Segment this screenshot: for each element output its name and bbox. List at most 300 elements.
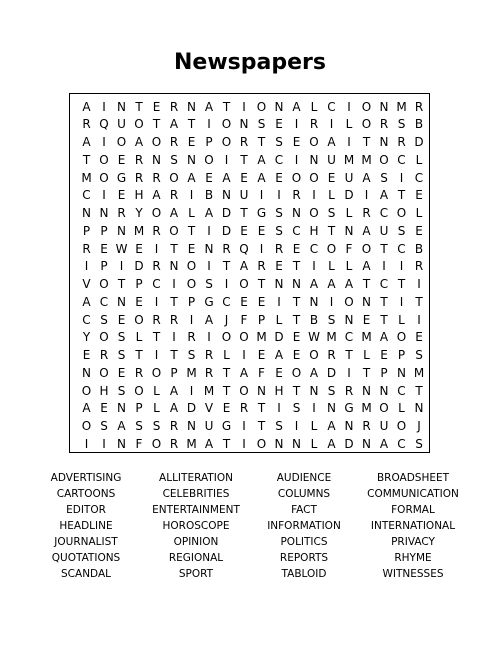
grid-letter[interactable]: A [204,99,214,114]
grid-letter[interactable]: I [312,259,316,274]
grid-letter[interactable]: R [327,348,336,362]
grid-letter[interactable]: I [312,188,316,203]
grid-letter[interactable]: R [152,170,161,185]
grid-letter[interactable]: R [134,152,144,167]
grid-letter[interactable]: E [222,401,231,416]
grid-letter[interactable]: T [397,277,406,291]
grid-letter[interactable]: E [257,223,266,238]
grid-letter[interactable]: E [117,365,126,380]
grid-letter[interactable]: O [256,436,267,451]
grid-letter[interactable]: N [397,365,406,380]
grid-letter[interactable]: F [135,436,143,451]
grid-letter[interactable]: T [222,259,231,274]
grid-letter[interactable]: T [152,330,161,345]
grid-letter[interactable]: D [326,365,337,380]
grid-letter[interactable]: L [275,312,283,327]
grid-letter[interactable]: A [309,277,319,291]
grid-letter[interactable]: T [240,206,248,220]
grid-letter[interactable]: I [417,312,421,327]
grid-letter[interactable]: M [133,223,145,238]
grid-letter[interactable]: I [119,259,124,274]
grid-letter[interactable]: N [274,436,284,451]
grid-letter[interactable]: T [415,294,423,309]
grid-letter[interactable]: E [362,312,371,327]
grid-letter[interactable]: N [117,401,126,416]
grid-letter[interactable]: M [326,330,337,345]
grid-letter[interactable]: O [134,312,144,327]
grid-letter[interactable]: I [102,188,106,203]
grid-letter[interactable]: S [327,383,336,398]
grid-letter[interactable]: I [189,312,194,327]
grid-letter[interactable]: R [309,117,319,132]
grid-letter[interactable]: E [257,294,266,309]
grid-letter[interactable]: A [257,152,266,167]
grid-letter[interactable]: N [309,383,319,398]
grid-letter[interactable]: A [327,419,336,433]
grid-letter[interactable]: I [207,223,211,238]
grid-letter[interactable]: T [397,188,406,203]
grid-letter[interactable]: E [117,312,126,327]
grid-letter[interactable]: I [242,419,246,433]
grid-letter[interactable]: A [257,170,266,185]
grid-letter[interactable]: J [224,312,229,327]
grid-letter[interactable]: A [379,188,389,203]
grid-letter[interactable]: G [256,206,267,220]
grid-letter[interactable]: I [172,277,176,291]
grid-letter[interactable]: I [417,277,421,291]
grid-letter[interactable]: C [152,277,161,291]
grid-letter[interactable]: E [275,365,283,380]
grid-letter[interactable]: C [274,152,284,167]
grid-letter[interactable]: L [328,188,335,203]
grid-letter[interactable]: N [274,99,284,114]
grid-letter[interactable]: R [169,419,179,433]
grid-letter[interactable]: N [257,383,266,398]
grid-letter[interactable]: H [274,383,284,398]
grid-letter[interactable]: A [204,436,214,451]
grid-letter[interactable]: I [224,152,229,167]
grid-letter[interactable]: A [274,348,284,362]
grid-letter[interactable]: L [415,206,423,220]
grid-letter[interactable]: U [344,170,354,185]
grid-letter[interactable]: U [117,117,126,132]
grid-letter[interactable]: R [362,419,371,433]
grid-letter[interactable]: L [328,259,335,274]
grid-letter[interactable]: G [204,294,214,309]
grid-letter[interactable]: S [187,348,196,362]
grid-letter[interactable]: I [224,277,229,291]
grid-letter[interactable]: T [222,365,231,380]
grid-letter[interactable]: D [221,206,232,220]
grid-letter[interactable]: E [292,241,301,256]
grid-letter[interactable]: S [117,330,126,345]
grid-letter[interactable]: O [396,330,407,345]
grid-letter[interactable]: C [397,241,406,256]
grid-letter[interactable]: A [327,277,336,291]
grid-letter[interactable]: N [239,117,249,132]
grid-letter[interactable]: O [309,206,319,220]
grid-letter[interactable]: I [364,188,369,203]
grid-letter[interactable]: M [81,170,92,185]
grid-letter[interactable]: S [415,348,423,362]
grid-letter[interactable]: P [170,365,178,380]
grid-letter[interactable]: I [399,294,404,309]
grid-letter[interactable]: I [399,259,404,274]
grid-letter[interactable]: M [413,365,425,380]
grid-letter[interactable]: N [292,277,301,291]
grid-letter[interactable]: O [151,206,162,220]
grid-letter[interactable]: O [81,383,92,398]
grid-letter[interactable]: A [327,135,336,149]
grid-letter[interactable]: S [170,152,178,167]
grid-letter[interactable]: E [152,99,161,114]
grid-letter[interactable]: C [397,383,406,398]
grid-letter[interactable]: G [221,419,232,433]
grid-letter[interactable]: I [382,259,386,274]
grid-letter[interactable]: I [399,170,404,185]
grid-letter[interactable]: N [222,188,231,203]
grid-letter[interactable]: I [259,188,264,203]
grid-letter[interactable]: O [134,383,144,398]
grid-letter[interactable]: L [345,259,353,274]
grid-letter[interactable]: I [207,330,211,345]
grid-letter[interactable]: T [380,241,388,256]
grid-letter[interactable]: I [347,99,351,114]
grid-letter[interactable]: L [363,348,370,362]
grid-letter[interactable]: R [169,436,179,451]
grid-letter[interactable]: G [344,401,354,416]
grid-letter[interactable]: R [82,241,91,256]
grid-letter[interactable]: C [99,294,109,309]
grid-letter[interactable]: O [116,135,127,149]
grid-letter[interactable]: C [82,312,91,327]
grid-letter[interactable]: E [292,135,301,149]
grid-letter[interactable]: E [275,259,283,274]
grid-letter[interactable]: C [379,277,389,291]
grid-letter[interactable]: O [291,170,302,185]
grid-letter[interactable]: E [187,241,196,256]
grid-letter[interactable]: P [380,365,388,380]
grid-letter[interactable]: S [152,419,161,433]
grid-letter[interactable]: A [362,170,371,185]
grid-letter[interactable]: A [239,365,249,380]
grid-letter[interactable]: A [222,170,231,185]
grid-letter[interactable]: A [82,99,91,114]
grid-letter[interactable]: H [134,188,144,203]
grid-letter[interactable]: A [204,312,214,327]
grid-letter[interactable]: O [291,365,302,380]
grid-letter[interactable]: T [292,312,301,327]
grid-letter[interactable]: I [102,436,106,451]
grid-letter[interactable]: T [380,312,388,327]
grid-letter[interactable]: N [152,152,161,167]
grid-letter[interactable]: I [207,259,211,274]
grid-letter[interactable]: L [188,206,195,220]
grid-letter[interactable]: E [135,241,143,256]
grid-letter[interactable]: A [239,259,249,274]
grid-letter[interactable]: T [327,223,336,238]
grid-letter[interactable]: F [258,365,265,380]
grid-letter[interactable]: M [361,152,372,167]
grid-letter[interactable]: C [222,294,231,309]
grid-letter[interactable]: R [169,312,179,327]
grid-letter[interactable]: I [312,401,316,416]
grid-letter[interactable]: O [396,206,407,220]
grid-letter[interactable]: P [257,312,266,327]
grid-letter[interactable]: M [256,330,267,345]
grid-letter[interactable]: N [362,383,371,398]
grid-letter[interactable]: E [275,117,283,132]
grid-letter[interactable]: L [345,117,353,132]
grid-letter[interactable]: A [169,117,179,132]
grid-letter[interactable]: A [309,365,319,380]
grid-letter[interactable]: A [82,135,91,149]
grid-letter[interactable]: N [379,383,389,398]
grid-letter[interactable]: U [379,223,389,238]
grid-letter[interactable]: C [292,223,301,238]
grid-letter[interactable]: T [257,419,266,433]
grid-letter[interactable]: I [172,330,176,345]
grid-letter[interactable]: O [169,223,179,238]
grid-letter[interactable]: I [102,135,106,149]
grid-letter[interactable]: N [344,223,354,238]
grid-letter[interactable]: O [99,170,109,185]
grid-letter[interactable]: S [257,117,266,132]
grid-letter[interactable]: D [344,188,354,203]
grid-letter[interactable]: U [379,419,389,433]
grid-letter[interactable]: O [361,117,372,132]
grid-letter[interactable]: T [362,277,371,291]
grid-letter[interactable]: R [397,135,406,149]
grid-letter[interactable]: R [274,241,284,256]
grid-letter[interactable]: N [82,206,91,220]
grid-letter[interactable]: N [117,223,126,238]
grid-letter[interactable]: U [327,152,336,167]
grid-letter[interactable]: I [242,436,246,451]
grid-letter[interactable]: T [222,383,231,398]
grid-letter[interactable]: L [153,383,160,398]
grid-letter[interactable]: I [154,241,159,256]
grid-letter[interactable]: C [414,170,424,185]
grid-letter[interactable]: I [154,294,159,309]
grid-letter[interactable]: R [204,348,214,362]
grid-letter[interactable]: T [380,294,388,309]
grid-letter[interactable]: I [242,348,246,362]
grid-letter[interactable]: S [415,436,423,451]
grid-letter[interactable]: O [221,117,232,132]
grid-letter[interactable]: E [275,170,283,185]
grid-letter[interactable]: E [415,223,423,238]
grid-letter[interactable]: N [169,259,179,274]
grid-letter[interactable]: T [415,383,423,398]
grid-letter[interactable]: T [170,348,178,362]
grid-letter[interactable]: I [102,99,106,114]
grid-letter[interactable]: O [221,135,232,149]
grid-letter[interactable]: R [379,117,389,132]
grid-letter[interactable]: A [169,206,179,220]
grid-letter[interactable]: O [151,135,162,149]
grid-letter[interactable]: C [309,241,319,256]
grid-letter[interactable]: R [204,365,214,380]
grid-letter[interactable]: Y [135,206,143,220]
grid-letter[interactable]: T [135,348,143,362]
grid-letter[interactable]: O [379,152,389,167]
grid-letter[interactable]: O [99,330,109,345]
grid-letter[interactable]: I [277,401,281,416]
grid-letter[interactable]: P [100,259,108,274]
grid-letter[interactable]: I [189,383,194,398]
grid-letter[interactable]: S [275,419,283,433]
grid-letter[interactable]: S [397,223,406,238]
grid-letter[interactable]: R [362,206,371,220]
grid-letter[interactable]: A [169,401,179,416]
grid-letter[interactable]: T [187,117,196,132]
grid-letter[interactable]: A [379,330,389,345]
grid-letter[interactable]: T [362,365,371,380]
grid-letter[interactable]: E [100,401,108,416]
grid-letter[interactable]: R [414,99,424,114]
grid-letter[interactable]: T [257,401,266,416]
grid-letter[interactable]: I [347,135,351,149]
grid-letter[interactable]: E [240,294,248,309]
grid-letter[interactable]: E [135,294,143,309]
grid-letter[interactable]: L [310,436,318,451]
grid-letter[interactable]: N [414,401,424,416]
grid-letter[interactable]: N [117,294,126,309]
grid-letter[interactable]: D [186,401,197,416]
grid-letter[interactable]: B [309,312,319,327]
grid-letter[interactable]: V [82,277,91,291]
grid-letter[interactable]: N [204,241,214,256]
grid-letter[interactable]: I [329,294,334,309]
grid-letter[interactable]: R [169,99,179,114]
grid-letter[interactable]: A [152,188,161,203]
grid-letter[interactable]: T [170,241,178,256]
grid-letter[interactable]: O [99,152,109,167]
grid-letter[interactable]: S [117,348,126,362]
grid-letter[interactable]: O [309,348,319,362]
grid-letter[interactable]: N [344,419,354,433]
grid-letter[interactable]: E [380,348,388,362]
grid-letter[interactable]: R [239,135,249,149]
grid-letter[interactable]: I [259,241,264,256]
grid-letter[interactable]: E [205,170,213,185]
grid-letter[interactable]: M [396,99,407,114]
grid-letter[interactable]: N [117,436,126,451]
grid-letter[interactable]: E [415,330,423,345]
grid-letter[interactable]: N [309,152,319,167]
grid-letter[interactable]: O [379,401,389,416]
grid-letter[interactable]: Q [239,241,249,256]
grid-letter[interactable]: E [415,188,423,203]
grid-letter[interactable]: S [380,170,388,185]
grid-letter[interactable]: I [294,419,299,433]
grid-letter[interactable]: P [135,277,143,291]
grid-letter[interactable]: O [169,170,179,185]
grid-letter[interactable]: C [397,436,406,451]
grid-letter[interactable]: O [186,277,197,291]
grid-letter[interactable]: L [345,206,353,220]
grid-letter[interactable]: M [343,152,355,167]
grid-letter[interactable]: T [187,223,196,238]
grid-letter[interactable]: R [187,330,196,345]
grid-letter[interactable]: E [187,135,196,149]
grid-letter[interactable]: S [292,401,301,416]
grid-letter[interactable]: L [310,99,318,114]
grid-letter[interactable]: O [256,99,267,114]
grid-letter[interactable]: I [277,294,281,309]
grid-letter[interactable]: V [204,401,214,416]
grid-letter[interactable]: T [82,152,91,167]
grid-letter[interactable]: R [152,312,161,327]
grid-letter[interactable]: P [187,294,196,309]
grid-letter[interactable]: A [292,99,301,114]
grid-letter[interactable]: B [414,241,424,256]
grid-letter[interactable]: M [361,330,372,345]
grid-letter[interactable]: A [362,259,371,274]
grid-letter[interactable]: O [151,436,162,451]
grid-letter[interactable]: A [362,223,371,238]
grid-letter[interactable]: E [117,188,126,203]
grid-letter[interactable]: I [189,188,194,203]
grid-letter[interactable]: P [82,223,91,238]
grid-letter[interactable]: N [187,152,196,167]
grid-letter[interactable]: O [81,419,92,433]
grid-letter[interactable]: M [203,383,215,398]
grid-letter[interactable]: N [187,99,196,114]
grid-letter[interactable]: S [397,117,406,132]
grid-letter[interactable]: M [186,436,197,451]
grid-letter[interactable]: T [257,135,266,149]
grid-letter[interactable]: O [361,241,372,256]
grid-letter[interactable]: E [240,223,248,238]
grid-letter[interactable]: N [344,312,354,327]
grid-letter[interactable]: S [100,312,108,327]
grid-letter[interactable]: R [134,170,144,185]
grid-letter[interactable]: D [414,135,424,149]
grid-letter[interactable]: I [242,99,246,114]
grid-letter[interactable]: I [329,117,334,132]
grid-letter[interactable]: O [99,365,109,380]
grid-letter[interactable]: L [310,419,318,433]
grid-letter[interactable]: M [361,401,372,416]
grid-letter[interactable]: S [327,206,336,220]
grid-letter[interactable]: W [308,330,320,345]
grid-letter[interactable]: T [222,99,231,114]
grid-letter[interactable]: E [117,152,126,167]
grid-letter[interactable]: O [309,135,319,149]
grid-letter[interactable]: B [204,188,214,203]
grid-letter[interactable]: N [309,294,319,309]
grid-letter[interactable]: T [362,135,371,149]
grid-letter[interactable]: T [292,294,301,309]
grid-letter[interactable]: S [135,419,143,433]
grid-letter[interactable]: P [100,223,108,238]
grid-letter[interactable]: I [207,117,211,132]
grid-letter[interactable]: R [99,348,109,362]
grid-letter[interactable]: I [154,348,159,362]
grid-letter[interactable]: N [379,99,389,114]
grid-letter[interactable]: A [187,170,196,185]
grid-letter[interactable]: R [134,365,144,380]
grid-letter[interactable]: R [152,223,161,238]
grid-letter[interactable]: L [153,401,160,416]
grid-letter[interactable]: F [240,312,248,327]
grid-letter[interactable]: O [151,365,162,380]
grid-letter[interactable]: R [292,188,301,203]
grid-letter[interactable]: P [397,348,406,362]
grid-letter[interactable]: S [275,206,283,220]
